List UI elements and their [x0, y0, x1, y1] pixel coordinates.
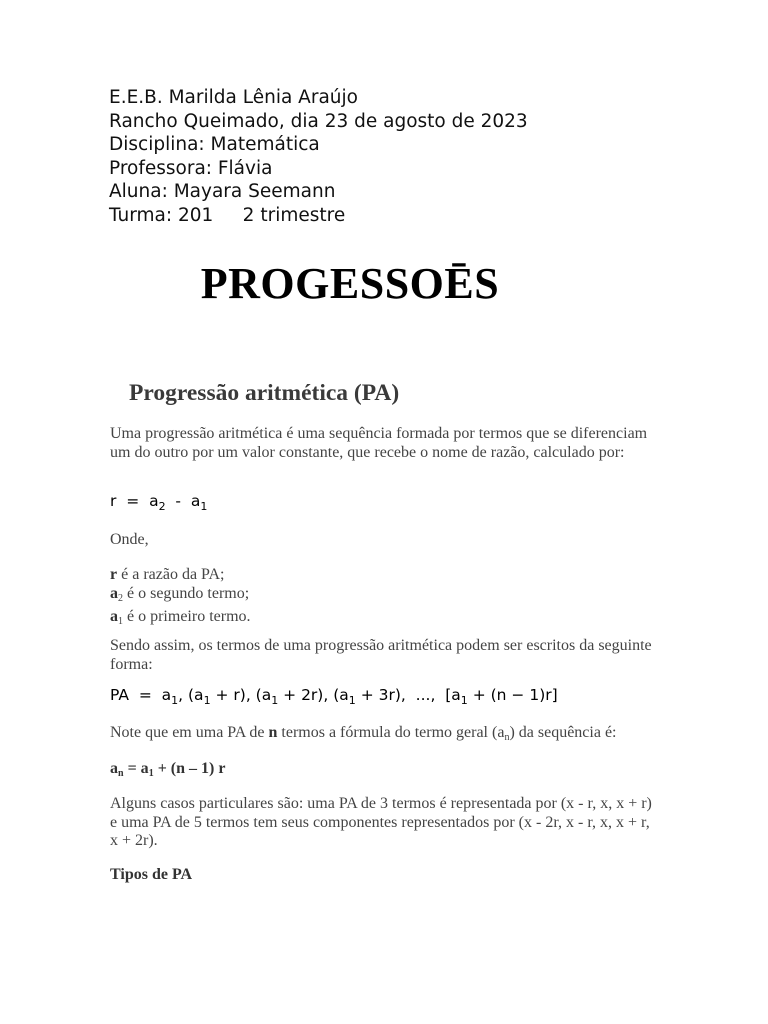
cases-paragraph: Alguns casos particulares são: uma PA de 3 termos é representada por (x - r, x, x + r) e uma PA de 5 termos tem seus componentes representados por (x - 2r, x - r, x, x + r, x + 2r).	[110, 795, 652, 850]
pa-form-part: + r), (a	[210, 686, 272, 704]
general-eq: = a	[123, 760, 149, 777]
tipos-heading: Tipos de PA	[110, 866, 193, 883]
note-paragraph	[110, 724, 710, 748]
pa-general-form	[110, 686, 558, 707]
pa-form-part: + 3r), ..., [a	[355, 686, 461, 704]
general-sub-n: n	[118, 768, 124, 779]
school-name: E.E.B. Marilda Lênia Araújo	[109, 87, 358, 108]
general-a: a	[110, 760, 118, 777]
pa-form-sub: 1	[203, 694, 211, 707]
student: Aluna: Mayara Seemann	[109, 181, 336, 203]
document-header	[109, 86, 528, 228]
page-title-text: PROGESSOĒS	[200, 259, 500, 308]
note-text-b: termos a fórmula do termo geral (a	[277, 724, 505, 741]
pa-form-sub: 1	[460, 694, 468, 707]
intro-paragraph: Uma progressão aritmética é uma sequência formada por termos que se diferenciam um do outro por um valor constante, que recebe o nome de razão, calculado por:	[110, 425, 648, 461]
class-term: Turma: 201 2 trimestre	[109, 204, 346, 226]
definition-a1	[110, 608, 655, 632]
section-heading: Progressão aritmética (PA)	[129, 380, 400, 406]
general-sub-1: 1	[148, 768, 154, 779]
definitions-list	[110, 566, 655, 632]
ratio-formula-mid: - a	[165, 492, 201, 510]
pa-form-part: + 2r), (a	[278, 686, 349, 704]
general-term-formula	[110, 760, 655, 784]
definition-r-text: é a razão da PA;	[117, 566, 225, 583]
pa-form-part: + (n − 1)r]	[467, 686, 558, 704]
definition-r-symbol: r	[110, 566, 118, 583]
general-rest: + (n – 1) r	[153, 760, 226, 777]
definition-a2-sub: 2	[118, 592, 123, 604]
pa-form-part: , (a	[178, 686, 204, 704]
pa-form-sub: 1	[271, 694, 279, 707]
definition-r	[110, 566, 655, 585]
ratio-formula-lhs: r = a	[110, 492, 159, 510]
ratio-formula	[110, 492, 207, 513]
definition-a1-sub: 1	[118, 616, 123, 628]
subject: Disciplina: Matemática	[109, 134, 320, 156]
ratio-formula-sub1: 1	[200, 500, 208, 513]
definition-a1-text: é o primeiro termo.	[123, 608, 251, 626]
definition-a2-text: é o segundo termo;	[123, 584, 250, 602]
sendo-paragraph: Sendo assim, os termos de uma progressão aritmética podem ser escritos da seguinte forma:	[110, 637, 652, 673]
place-date: Rancho Queimado, dia 23 de agosto de 2023	[109, 110, 528, 132]
definition-a1-symbol: a	[110, 608, 118, 626]
page-title	[0, 258, 700, 309]
ratio-formula-sub2: 2	[158, 500, 166, 513]
note-sub: n	[504, 732, 510, 743]
teacher: Professora: Flávia	[109, 157, 273, 179]
definition-a2-symbol: a	[110, 584, 118, 602]
note-text-a: Note que em uma PA de	[110, 724, 269, 741]
note-text-c: ) da sequência é:	[509, 724, 617, 741]
pa-form-sub: 1	[348, 694, 356, 707]
pa-form-part: PA = a	[110, 686, 172, 704]
note-n: n	[268, 724, 278, 741]
pa-form-sub: 1	[171, 694, 179, 707]
definition-a2	[110, 585, 655, 609]
onde-text: Onde,	[110, 531, 149, 548]
